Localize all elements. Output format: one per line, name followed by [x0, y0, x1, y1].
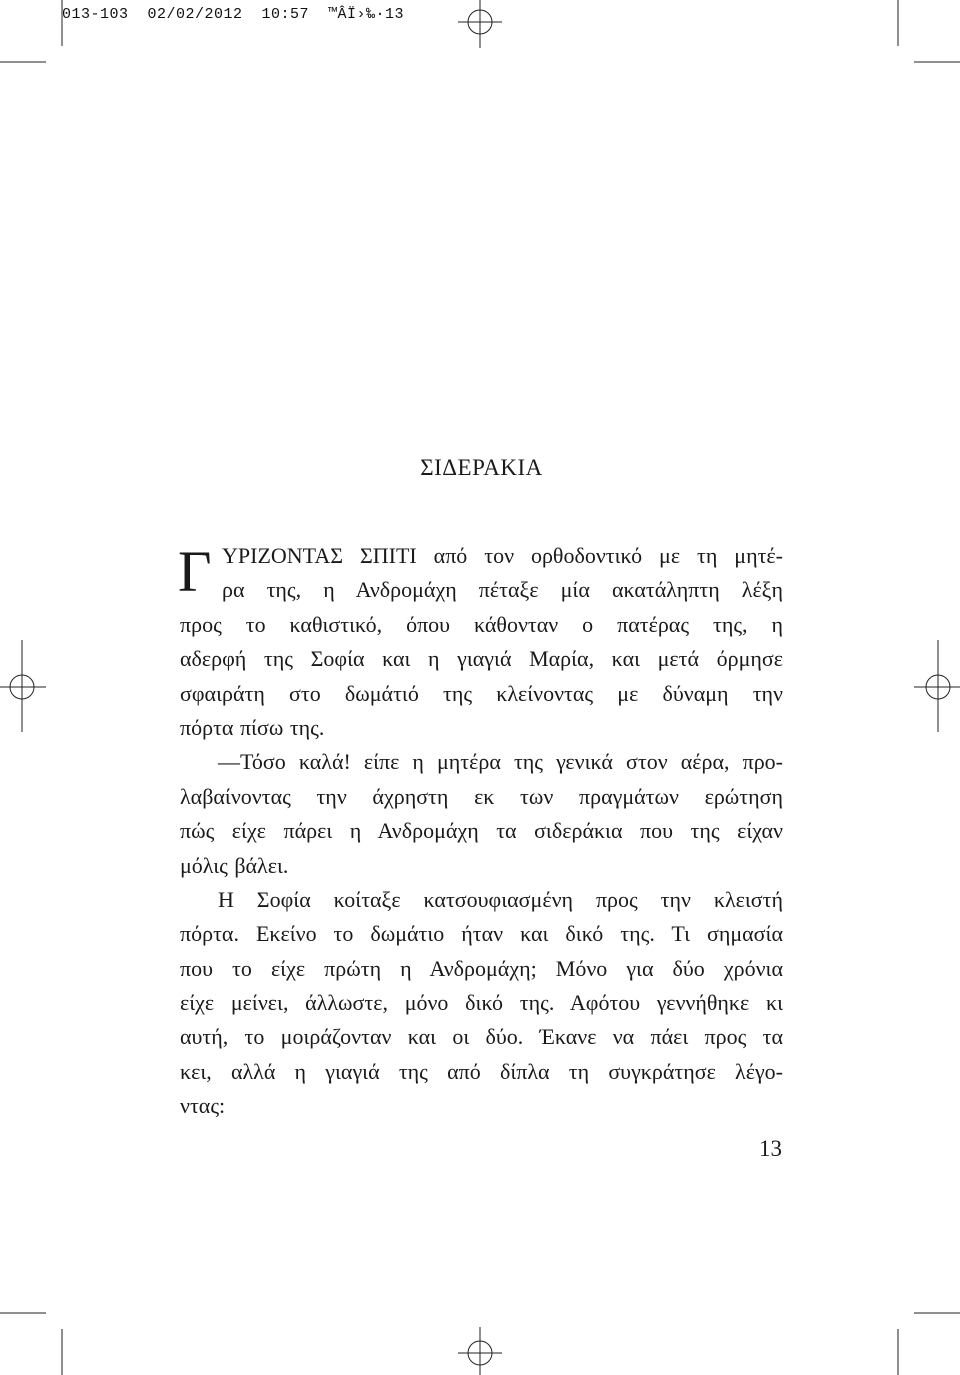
text-line: κει, αλλά η γιαγιά της από δίπλα τη συγκράτησε λέγο- [180, 1058, 783, 1084]
text-line: προς το καθιστικό, όπου κάθονταν ο πατέρας της, η [180, 611, 783, 637]
chapter-title: ΣΙΔΕΡΑΚΙΑ [420, 455, 543, 480]
text-line: που το είχε πρώτη η Ανδρομάχη; Μόνο για δύο χρόνια [180, 955, 783, 981]
print-slug: 013-103 02/02/2012 10:57 ™ÂÏ›‰·13 [62, 6, 405, 23]
text-line: μόλις βάλει. [180, 852, 289, 878]
page-number: 13 [759, 1136, 782, 1161]
text-line: αυτή, το μοιράζονταν και οι δύο. Έκανε να πάει προς τα [180, 1024, 783, 1050]
text-line: Η Σοφία κοίταξε κατσουφιασμένη προς την κλειστή [218, 886, 783, 912]
text-line: λαβαίνοντας την άχρηστη εκ των πραγμάτων ερώτηση [180, 783, 783, 809]
text-line: αδερφή της Σοφία και η γιαγιά Μαρία, και μετά όρμησε [180, 646, 783, 672]
body-text [180, 539, 783, 1124]
text-line: πόρτα. Εκείνο το δωμάτιο ήταν και δικό της. Τι σημασία [180, 921, 783, 947]
text-line: σφαιράτη στο δωμάτιό της κλείνοντας με δύναμη την [180, 680, 783, 706]
text-line: πώς είχε πάρει η Ανδρομάχη τα σιδεράκια που της είχαν [180, 818, 783, 844]
text-line: ρα της, η Ανδρομάχη πέταξε μία ακατάληπτη λέξη [222, 577, 783, 603]
text-line: πόρτα πίσω της. [180, 714, 325, 740]
text-line: είχε μείνει, άλλωστε, μόνο δικό της. Αφότου γεννήθηκε κι [180, 990, 783, 1016]
drop-cap: Γ [178, 539, 212, 604]
text-line: —Τόσο καλά! είπε η μητέρα της γενικά στον αέρα, προ- [218, 749, 783, 775]
text-line: ντας: [180, 1093, 226, 1119]
text-line: ΥΡΙΖΟΝΤΑΣ ΣΠΙΤΙ από τον ορθοδοντικό με τη μητέ- [222, 543, 783, 568]
